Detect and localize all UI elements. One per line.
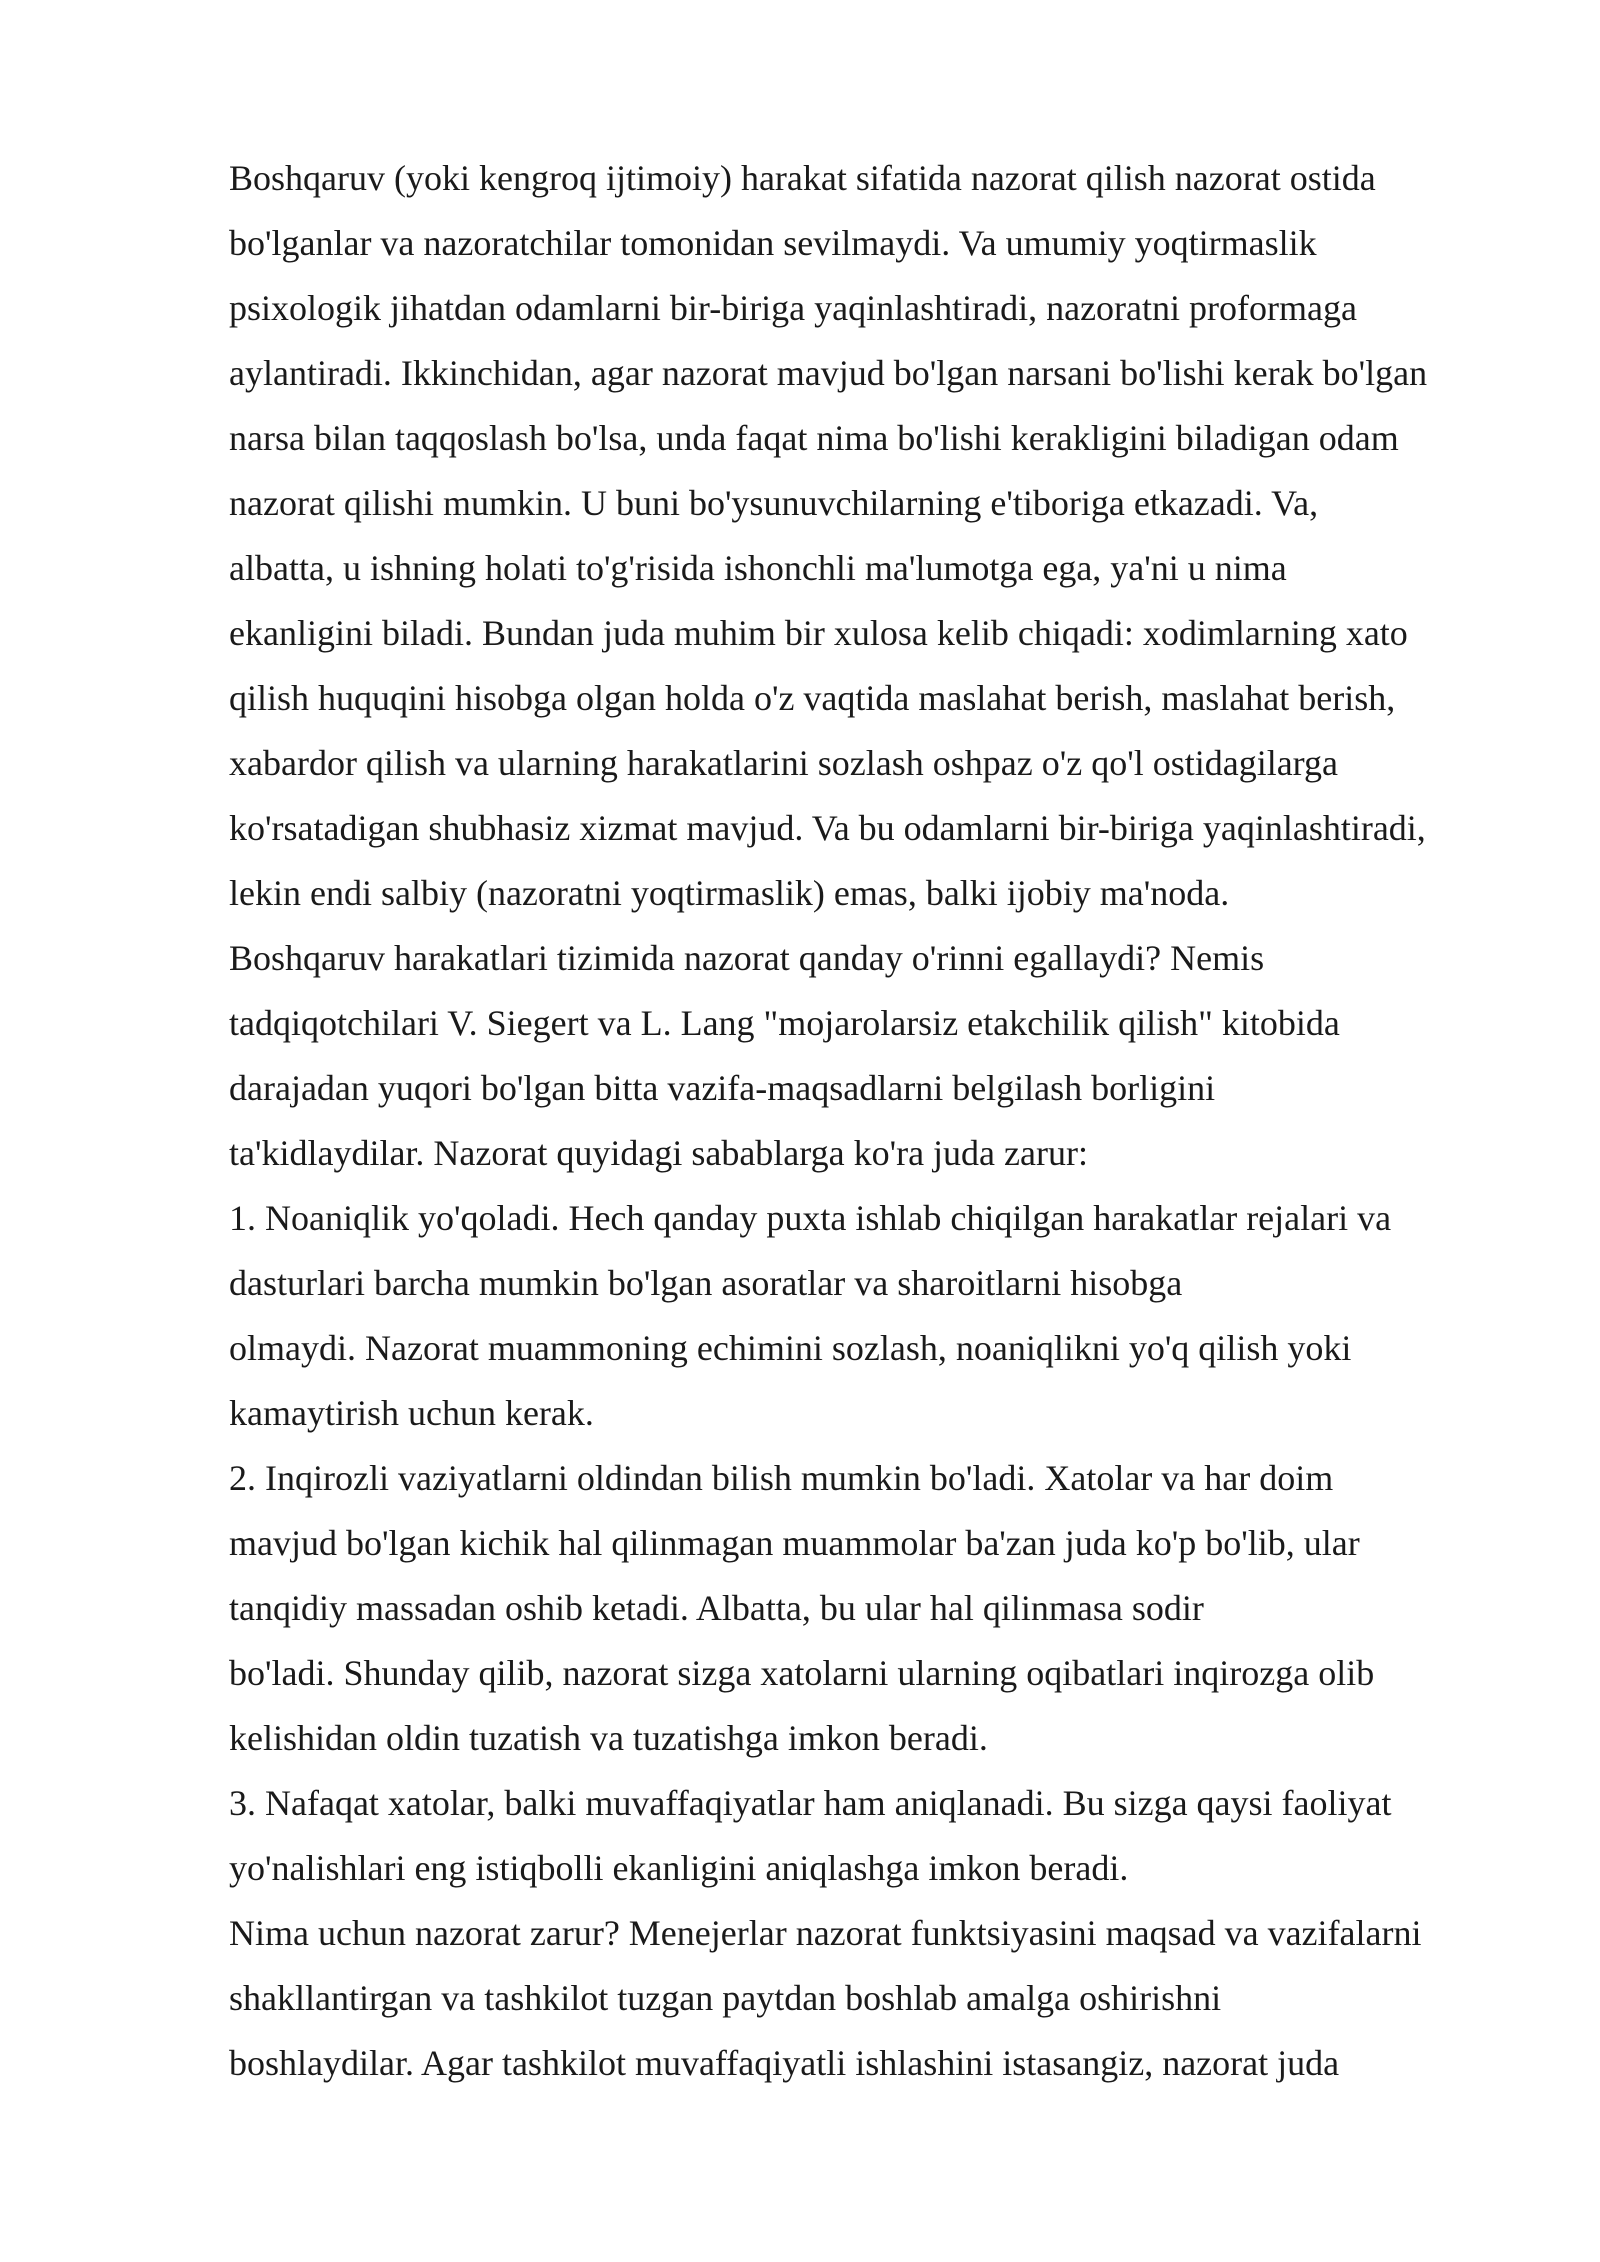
text-line: Boshqaruv harakatlari tizimida nazorat qanday o'rinni egallaydi? Nemis bbox=[229, 938, 1265, 978]
text-line: tanqidiy massadan oshib ketadi. Albatta, bu ular hal qilinmasa sodir bbox=[229, 1588, 1204, 1628]
text-line: narsa bilan taqqoslash bo'lsa, unda faqat nima bo'lishi kerakligini biladigan odam bbox=[229, 418, 1399, 458]
text-line: kelishidan oldin tuzatish va tuzatishga imkon beradi. bbox=[229, 1718, 988, 1758]
text-line: dasturlari barcha mumkin bo'lgan asoratlar va sharoitlarni hisobga bbox=[229, 1263, 1183, 1303]
text-line: kamaytirish uchun kerak. bbox=[229, 1393, 594, 1433]
text-line: shakllantirgan va tashkilot tuzgan paytdan boshlab amalga oshirishni bbox=[229, 1978, 1222, 2018]
text-line: darajadan yuqori bo'lgan bitta vazifa-maqsadlarni belgilash borligini bbox=[229, 1068, 1216, 1108]
text-line: albatta, u ishning holati to'g'risida ishonchli ma'lumotga ega, ya'ni u nima bbox=[229, 548, 1287, 588]
text-line: qilish huquqini hisobga olgan holda o'z vaqtida maslahat berish, maslahat berish, bbox=[229, 678, 1396, 718]
text-line: nazorat qilishi mumkin. U buni bo'ysunuvchilarning e'tiboriga etkazadi. Va, bbox=[229, 483, 1319, 523]
text-line: bo'lganlar va nazoratchilar tomonidan sevilmaydi. Va umumiy yoqtirmaslik bbox=[229, 223, 1317, 263]
list-item-line: 3. Nafaqat xatolar, balki muvaffaqiyatlar ham aniqlanadi. Bu sizga qaysi faoliyat bbox=[229, 1783, 1392, 1823]
list-item-line: 2. Inqirozli vaziyatlarni oldindan bilish mumkin bo'ladi. Xatolar va har doim bbox=[229, 1458, 1334, 1498]
text-line: xabardor qilish va ularning harakatlarini sozlash oshpaz o'z qo'l ostidagilarga bbox=[229, 743, 1338, 783]
text-line: boshlaydilar. Agar tashkilot muvaffaqiyatli ishlashini istasangiz, nazorat juda bbox=[229, 2043, 1340, 2083]
text-line: olmaydi. Nazorat muammoning echimini sozlash, noaniqlikni yo'q qilish yoki bbox=[229, 1328, 1352, 1368]
text-line: yo'nalishlari eng istiqbolli ekanligini aniqlashga imkon beradi. bbox=[229, 1848, 1129, 1888]
text-line: bo'ladi. Shunday qilib, nazorat sizga xatolarni ularning oqibatlari inqirozga olib bbox=[229, 1653, 1375, 1693]
text-line: aylantiradi. Ikkinchidan, agar nazorat mavjud bo'lgan narsani bo'lishi kerak bo'lgan bbox=[229, 353, 1428, 393]
list-item-line: 1. Noaniqlik yo'qoladi. Hech qanday puxta ishlab chiqilgan harakatlar rejalari va bbox=[229, 1198, 1392, 1238]
text-line: lekin endi salbiy (nazoratni yoqtirmaslik) emas, balki ijobiy ma'noda. bbox=[229, 873, 1230, 913]
text-line: Nima uchun nazorat zarur? Menejerlar nazorat funktsiyasini maqsad va vazifalarni bbox=[229, 1913, 1422, 1953]
text-line: ekanligini biladi. Bundan juda muhim bir xulosa kelib chiqadi: xodimlarning xato bbox=[229, 613, 1408, 653]
text-line: psixologik jihatdan odamlarni bir-biriga yaqinlashtiradi, nazoratni proformaga bbox=[229, 288, 1357, 328]
document-body-text bbox=[229, 146, 1529, 2096]
text-line: ko'rsatadigan shubhasiz xizmat mavjud. Va bu odamlarni bir-biriga yaqinlashtiradi, bbox=[229, 808, 1426, 848]
text-line: Boshqaruv (yoki kengroq ijtimoiy) harakat sifatida nazorat qilish nazorat ostida bbox=[229, 158, 1376, 198]
text-line: ta'kidlaydilar. Nazorat quyidagi sabablarga ko'ra juda zarur: bbox=[229, 1133, 1088, 1173]
text-line: mavjud bo'lgan kichik hal qilinmagan muammolar ba'zan juda ko'p bo'lib, ular bbox=[229, 1523, 1360, 1563]
text-line: tadqiqotchilari V. Siegert va L. Lang "mojarolarsiz etakchilik qilish" kitobida bbox=[229, 1003, 1340, 1043]
